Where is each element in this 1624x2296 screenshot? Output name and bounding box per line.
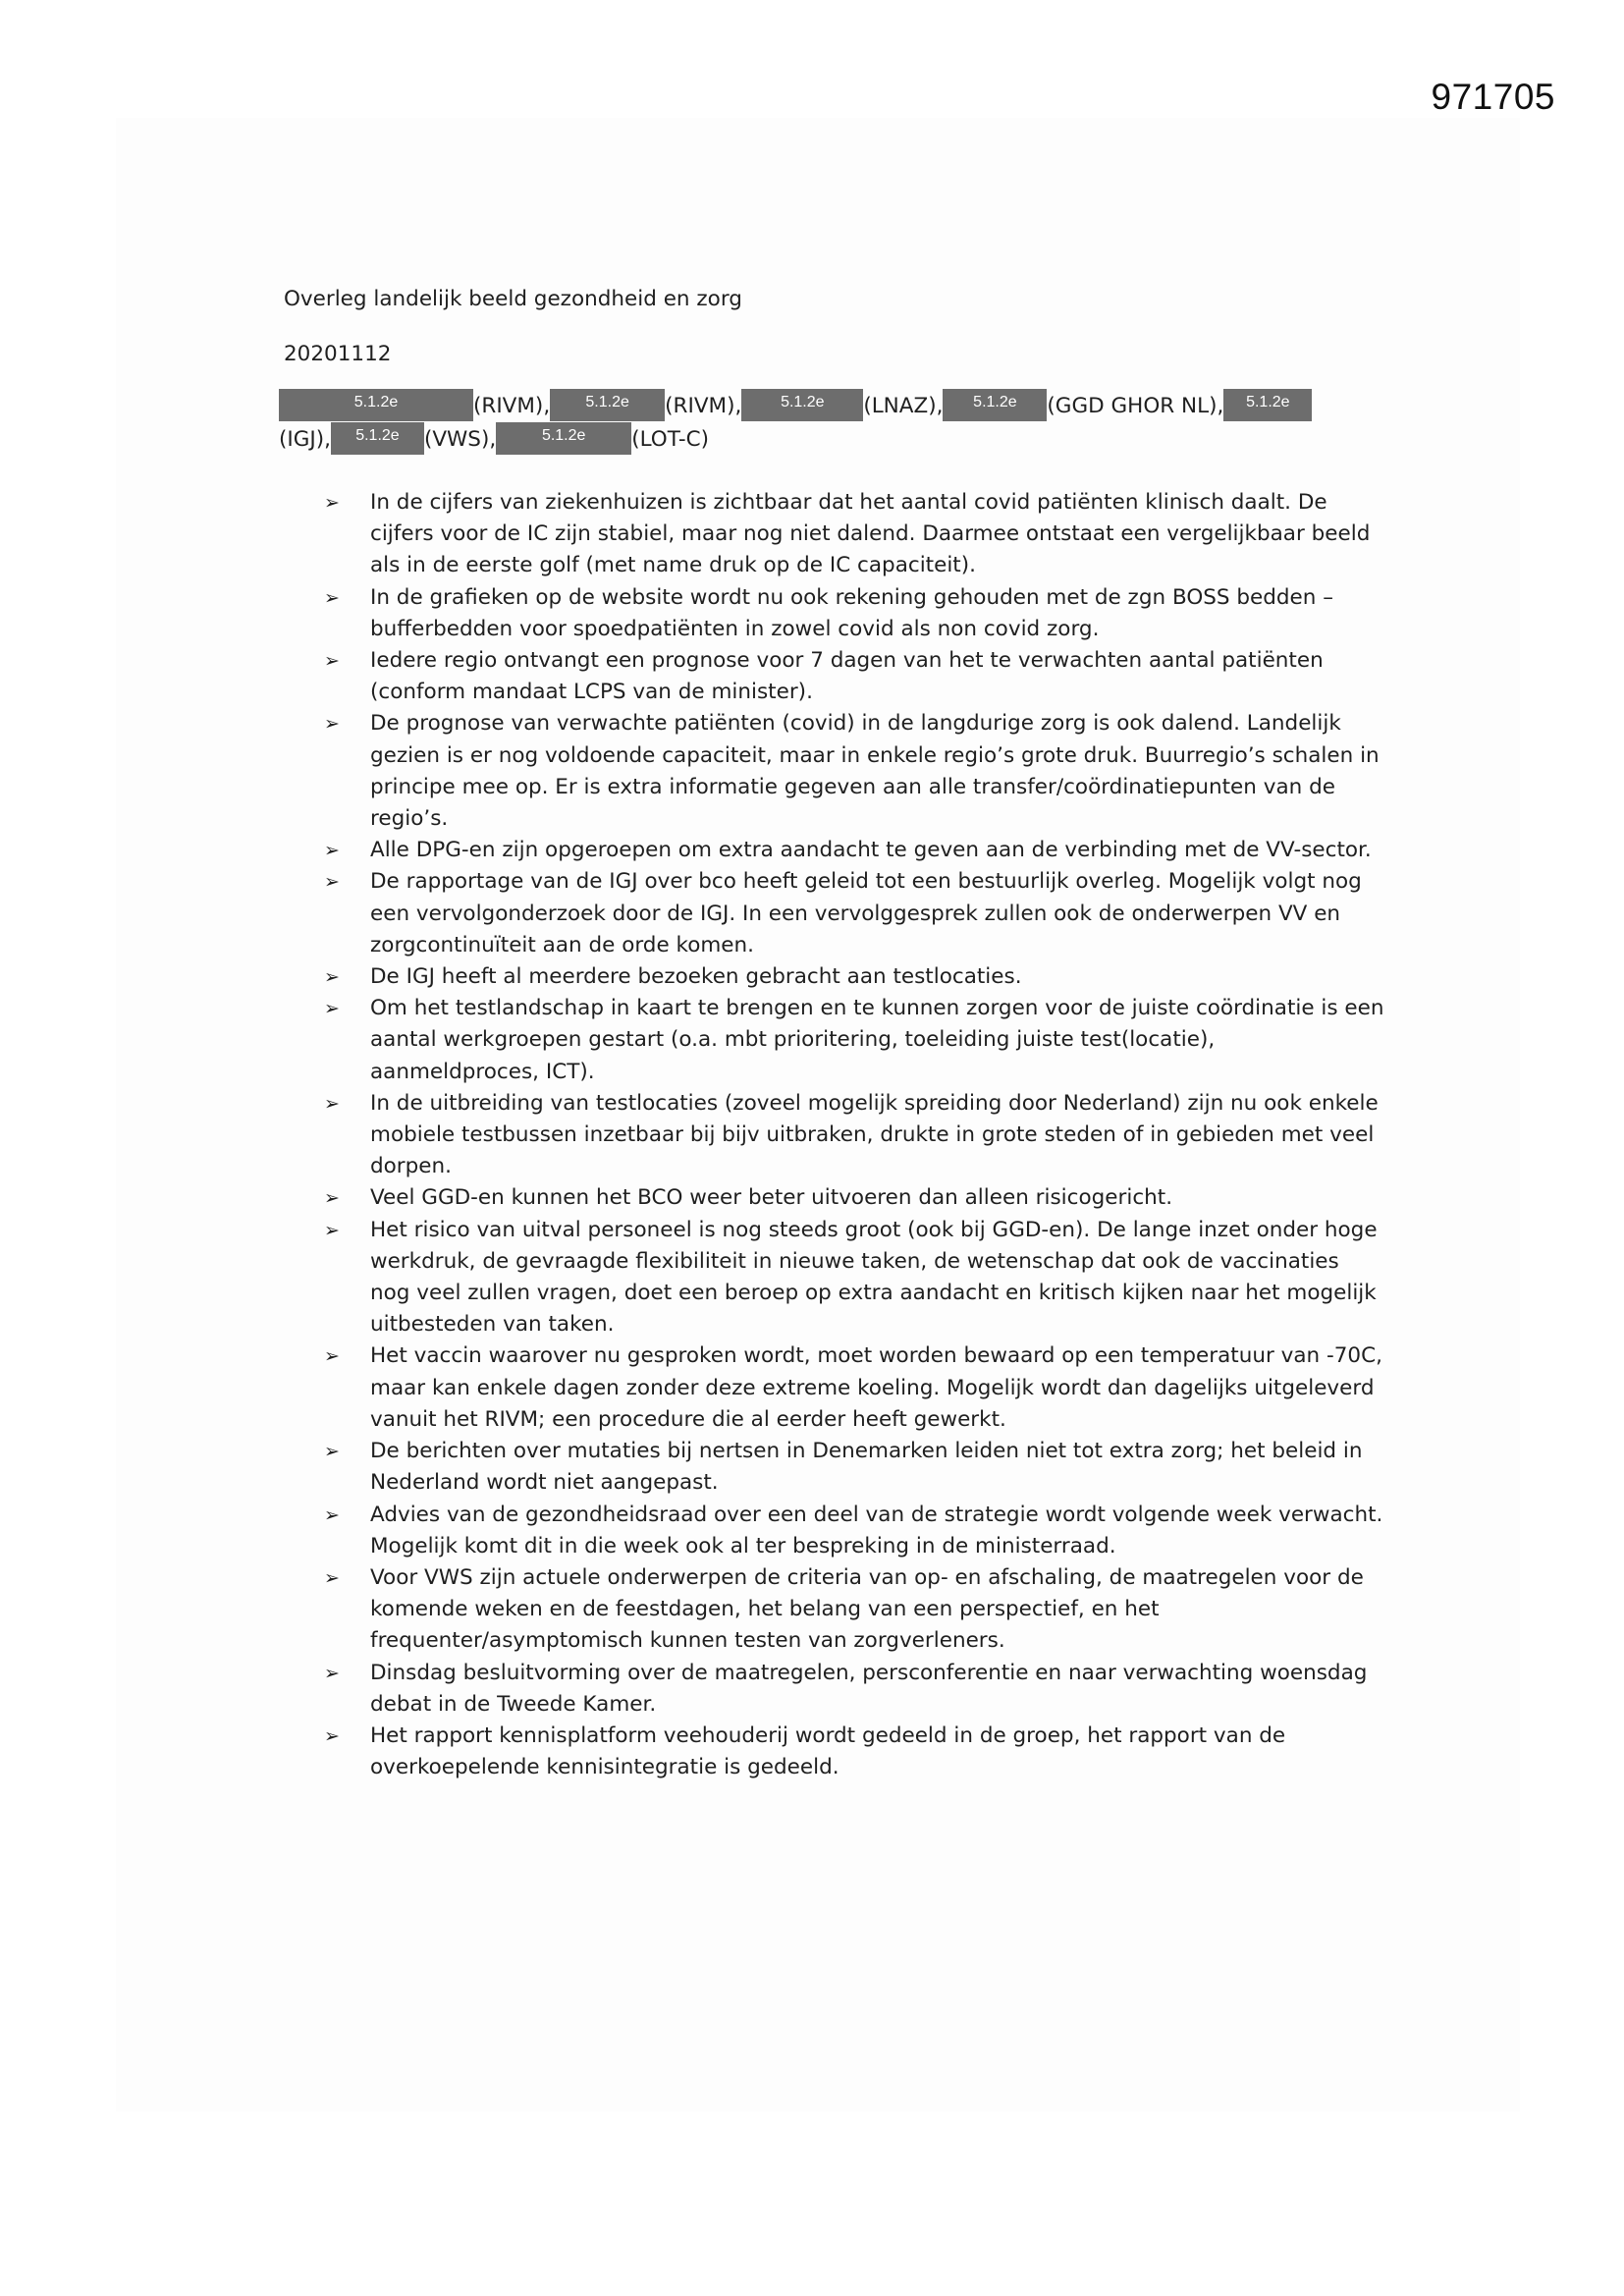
arrow-bullet-icon: ➢ bbox=[324, 1219, 340, 1241]
list-item: ➢ In de uitbreiding van testlocaties (zoveel mogelijk spreiding door Nederland) zijn nu ook enkele mobiele testbussen inzetbaar bij bijv uitbraken, drukte in grote steden of in gebieden met veel dorpen. bbox=[324, 1088, 1384, 1183]
attendee-org: (VWS), bbox=[423, 427, 497, 452]
redaction-block: 5.1.2e bbox=[331, 422, 424, 455]
list-item: ➢ De berichten over mutaties bij nertsen in Denemarken leiden niet tot extra zorg; het beleid in Nederland wordt niet aangepast. bbox=[324, 1436, 1384, 1499]
list-item: ➢ Het rapport kennisplatform veehouderij wordt gedeeld in de groep, het rapport van de overkoepelende kennisintegratie is gedeeld. bbox=[324, 1721, 1384, 1783]
arrow-bullet-icon: ➢ bbox=[324, 1345, 340, 1368]
document-number: 971705 bbox=[1431, 77, 1555, 117]
arrow-bullet-icon: ➢ bbox=[324, 1092, 340, 1115]
list-item: ➢ Het vaccin waarover nu gesproken wordt, moet worden bewaard op een temperatuur van -70C, maar kan enkele dagen zonder deze extreme koeling. Mogelijk wordt dan dagelijks uitgeleverd vanuit het RIVM; een procedure die al eerder heeft gewerkt. bbox=[324, 1340, 1384, 1436]
attendee-org: (RIVM), bbox=[473, 394, 551, 418]
arrow-bullet-icon: ➢ bbox=[324, 840, 340, 862]
redaction-block: 5.1.2e bbox=[1223, 389, 1312, 421]
list-item: ➢ In de cijfers van ziekenhuizen is zichtbaar dat het aantal covid patiënten klinisch daalt. De cijfers voor de IC zijn stabiel, maar nog niet dalend. Daarmee ontstaat een vergelijkbaar beeld als in de eerste golf (met name druk op de IC capaciteit). bbox=[324, 487, 1384, 582]
meeting-title: Overleg landelijk beeld gezondheid en zorg bbox=[284, 287, 742, 311]
arrow-bullet-icon: ➢ bbox=[324, 586, 340, 609]
list-item: ➢ Advies van de gezondheidsraad over een deel van de strategie wordt volgende week verwacht. Mogelijk komt dit in die week ook al ter bespreking in de ministerraad. bbox=[324, 1500, 1384, 1562]
arrow-bullet-icon: ➢ bbox=[324, 998, 340, 1020]
arrow-bullet-icon: ➢ bbox=[324, 713, 340, 736]
list-item: ➢ In de grafieken op de website wordt nu ook rekening gehouden met de zgn BOSS bedden – bufferbedden voor spoedpatiënten in zowel covid als non covid zorg. bbox=[324, 582, 1384, 645]
attendee-org: (IGJ), bbox=[279, 427, 331, 452]
list-item: ➢ Om het testlandschap in kaart te brengen en te kunnen zorgen voor de juiste coördinatie is een aantal werkgroepen gestart (o.a. mbt prioritering, toeleiding juiste test(locatie), aanmeldproces, ICT). bbox=[324, 993, 1384, 1088]
list-item: ➢ Voor VWS zijn actuele onderwerpen de criteria van op- en afschaling, de maatregelen voor de komende weken en de feestdagen, het belang van een perspectief, en het frequenter/asymptomisch kunnen testen van zorgverleners. bbox=[324, 1562, 1384, 1658]
list-item: ➢ De IGJ heeft al meerdere bezoeken gebracht aan testlocaties. bbox=[324, 961, 1384, 993]
list-item: ➢ Alle DPG-en zijn opgeroepen om extra aandacht te geven aan de verbinding met de VV-sector. bbox=[324, 835, 1384, 866]
arrow-bullet-icon: ➢ bbox=[324, 1187, 340, 1210]
arrow-bullet-icon: ➢ bbox=[324, 1503, 340, 1526]
arrow-bullet-icon: ➢ bbox=[324, 871, 340, 894]
list-item: ➢ Het risico van uitval personeel is nog steeds groot (ook bij GGD-en). De lange inzet onder hoge werkdruk, de gevraagde flexibiliteit in nieuwe taken, de wetenschap dat ook de vaccinaties nog veel zullen vragen, doet een beroep op extra aandacht en kritisch kijken naar het mogelijk uitbesteden van taken. bbox=[324, 1215, 1384, 1341]
redaction-block: 5.1.2e bbox=[741, 389, 863, 421]
list-item: ➢ Veel GGD-en kunnen het BCO weer beter uitvoeren dan alleen risicogericht. bbox=[324, 1182, 1384, 1214]
arrow-bullet-icon: ➢ bbox=[324, 1441, 340, 1463]
attendee-org: (LOT-C) bbox=[631, 427, 710, 452]
attendee-line-2 bbox=[279, 423, 1349, 457]
arrow-bullet-icon: ➢ bbox=[324, 650, 340, 673]
redaction-block: 5.1.2e bbox=[496, 422, 631, 455]
redaction-block: 5.1.2e bbox=[279, 389, 473, 421]
list-item: ➢ De prognose van verwachte patiënten (covid) in de langdurige zorg is ook dalend. Landelijk gezien is er nog voldoende capaciteit, maar in enkele regio’s grote druk. Buurregio’s schalen in principe mee op. Er is extra informatie gegeven aan alle transfer/coördinatiepunten van de regio’s. bbox=[324, 708, 1384, 835]
redaction-block: 5.1.2e bbox=[550, 389, 665, 421]
discussion-points bbox=[324, 487, 1384, 1783]
attendee-list bbox=[279, 390, 1349, 457]
arrow-bullet-icon: ➢ bbox=[324, 1566, 340, 1589]
attendee-org: (RIVM), bbox=[665, 394, 742, 418]
arrow-bullet-icon: ➢ bbox=[324, 1662, 340, 1684]
attendee-org: (LNAZ), bbox=[863, 394, 944, 418]
arrow-bullet-icon: ➢ bbox=[324, 492, 340, 514]
attendee-line-1 bbox=[279, 390, 1349, 423]
list-item: ➢ Iedere regio ontvangt een prognose voor 7 dagen van het te verwachten aantal patiënten (conform mandaat LCPS van de minister). bbox=[324, 645, 1384, 708]
arrow-bullet-icon: ➢ bbox=[324, 1724, 340, 1747]
arrow-bullet-icon: ➢ bbox=[324, 966, 340, 989]
attendee-org: (GGD GHOR NL), bbox=[1047, 394, 1224, 418]
meeting-date: 20201112 bbox=[284, 342, 392, 366]
list-item: ➢ De rapportage van de IGJ over bco heeft geleid tot een bestuurlijk overleg. Mogelijk volgt nog een vervolgonderzoek door de IGJ. In een vervolggesprek zullen ook de onderwerpen VV en zorgcontinuïteit aan de orde komen. bbox=[324, 866, 1384, 961]
redaction-block: 5.1.2e bbox=[943, 389, 1047, 421]
list-item: ➢ Dinsdag besluitvorming over de maatregelen, persconferentie en naar verwachting woensdag debat in de Tweede Kamer. bbox=[324, 1658, 1384, 1721]
